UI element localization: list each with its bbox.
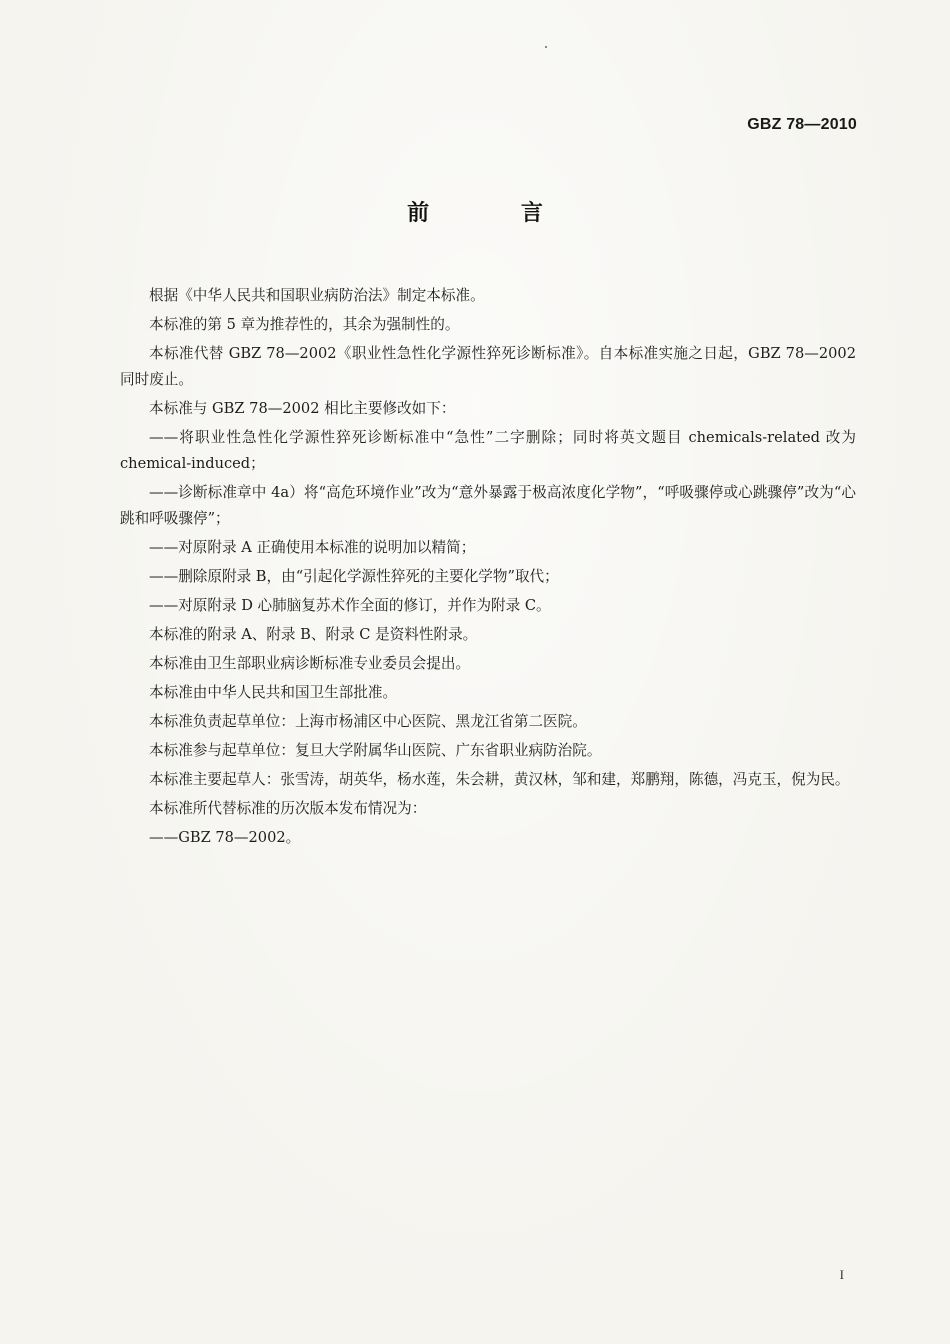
paragraph: 本标准所代替标准的历次版本发布情况为： <box>149 800 427 817</box>
modification-item: ——对原附录 D 心肺脑复苏术作全面的修订，并作为附录 C。 <box>149 597 551 614</box>
modification-item: ——删除原附录 B，由“引起化学源性猝死的主要化学物”取代； <box>149 568 559 585</box>
version-history-item: ——GBZ 78—2002。 <box>149 829 301 846</box>
paragraph: 本标准的第 5 章为推荐性的，其余为强制性的。 <box>149 316 460 333</box>
standard-code: GBZ 78—2010 <box>747 116 857 133</box>
scan-speck <box>545 46 547 48</box>
modification-item: ——对原附录 A 正确使用本标准的说明加以精简； <box>149 539 476 556</box>
paragraph: 本标准参与起草单位：复旦大学附属华山医院、广东省职业病防治院。 <box>149 742 602 759</box>
page-number: I <box>839 1267 844 1282</box>
modification-item: ——诊断标准章中 4a）将“高危环境作业”改为“意外暴露于极高浓度化学物”，“呼吸骤停或心跳骤停”改为“心跳和呼吸骤停”； <box>120 484 856 527</box>
modification-item: ——将职业性急性化学源性猝死诊断标准中“急性”二字删除；同时将英文题目 chemicals-related 改为 chemical-induced； <box>120 429 856 472</box>
paragraph: 本标准与 GBZ 78—2002 相比主要修改如下： <box>149 400 456 417</box>
page-title: 前 言 <box>407 201 585 226</box>
paragraph: 本标准代替 GBZ 78—2002《职业性急性化学源性猝死诊断标准》。自本标准实施之日起，GBZ 78—2002 同时废止。 <box>120 345 856 388</box>
paragraph: 本标准的附录 A、附录 B、附录 C 是资料性附录。 <box>149 626 478 643</box>
paragraph: 本标准由中华人民共和国卫生部批准。 <box>149 684 398 701</box>
paragraph: 根据《中华人民共和国职业病防治法》制定本标准。 <box>149 287 485 304</box>
paragraph: 本标准由卫生部职业病诊断标准专业委员会提出。 <box>149 655 471 672</box>
paragraph: 本标准主要起草人：张雪涛，胡英华，杨水莲，朱会耕，黄汉林，邹和建，郑鹏翔，陈德，冯克玉，倪为民。 <box>149 771 850 788</box>
paragraph: 本标准负责起草单位：上海市杨浦区中心医院、黑龙江省第二医院。 <box>149 713 587 730</box>
foreword-body <box>120 283 856 854</box>
